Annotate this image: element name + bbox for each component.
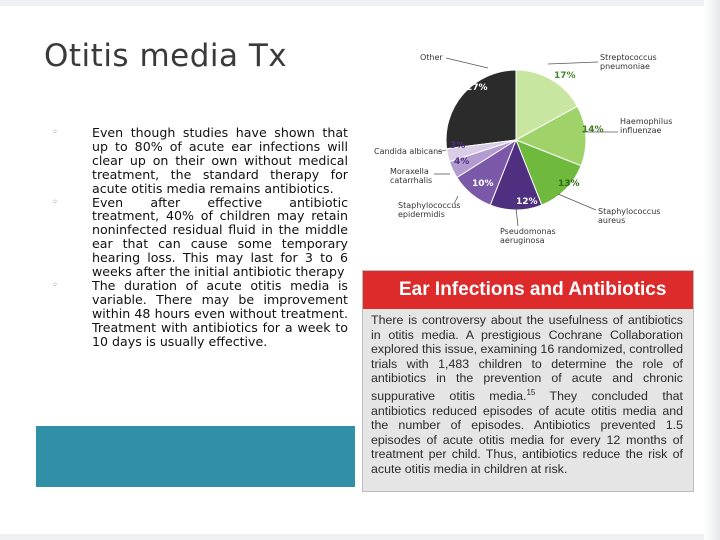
bullet-text: Even after effective antibiotic treatment, 40% of children may retain noninfected residual fluid in the middle ear that can cause some temporary hearing loss. This may last for 3 to 6 weeks after the initial antibiotic therapy: [92, 194, 348, 280]
label-staph-epi: Staphylococcus epidermidis: [398, 201, 461, 219]
pct-strep: 17%: [554, 71, 576, 81]
label-haemophilus: Haemophilus influenzae: [620, 117, 673, 135]
bullet-item: [52, 196, 348, 279]
bullet-item: [52, 126, 348, 196]
label-strep: Streptococcus pneumoniae: [600, 53, 657, 71]
label-pseudomonas: Pseudomonas aeruginosa: [500, 227, 556, 245]
card-reference: 15: [526, 387, 536, 397]
pct-other: 27%: [466, 83, 488, 93]
label-candida: Candida albicans: [374, 147, 443, 156]
pct-candida: 3%: [450, 141, 466, 151]
leader-line-pseudomonas: [516, 208, 518, 226]
card-body-text-cont: They concluded that antibiotics reduced episodes of acute otitis media and the number of episodes. Antibiotics prevented 1.5 episodes of acute otitis media for every 12 months of treatment per child. Thus, antibiotics reduce the risk of acute otitis media in children at risk.: [371, 389, 683, 477]
pie-slice-other: [446, 70, 516, 149]
bullet-marker-icon: ◦: [52, 279, 58, 291]
bullet-marker-icon: ◦: [52, 196, 58, 208]
pathogen-pie-figure: [368, 48, 686, 254]
leader-line-strep: [548, 62, 598, 64]
card-title: Ear Infections and Antibiotics: [363, 271, 693, 309]
label-staph-aureus: Staphylococcus aureus: [598, 207, 661, 225]
top-border: [0, 0, 720, 6]
bottom-border: [0, 534, 720, 540]
label-moraxella: Moraxella catarrhalis: [390, 167, 433, 185]
ear-infections-card: [362, 270, 694, 492]
pct-pseudomonas: 12%: [516, 197, 538, 207]
right-shadow: [704, 0, 720, 540]
bullet-marker-icon: ◦: [52, 127, 58, 138]
bullet-list: [52, 126, 348, 349]
pct-haemophilus: 14%: [582, 125, 604, 135]
pct-staph-aureus: 13%: [558, 179, 580, 189]
pie-chart: [368, 48, 686, 254]
bullet-text: Even though studies have shown that up to 80% of acute ear infections will clear up on their own without medical treatment, the standard therapy for acute otitis media remains antibiotics.: [92, 125, 348, 196]
pct-staph-epi: 4%: [454, 157, 470, 167]
bullet-text: The duration of acute otitis media is variable. There may be improvement within 48 hours even without treatment. Treatment with antibiotics for a week to 10 days is usually effective.: [92, 277, 348, 349]
bullet-item: [52, 279, 348, 349]
slide-title: Otitis media Tx: [44, 38, 288, 74]
pct-moraxella: 10%: [472, 179, 494, 189]
card-body: [363, 309, 693, 477]
leader-line-other: [446, 58, 488, 68]
accent-box: [36, 426, 355, 487]
leader-line-staph-aureus: [558, 194, 596, 210]
label-other: Other: [420, 53, 443, 62]
card-body-text: There is controversy about the usefulness of antibiotics in otitis media. A prestigious Cochrane Collaboration explored this issue, examining 16 randomized, controlled trials with 1,483 children to determine the role of antibiotics in the prevention of acute and chronic suppurative otitis media.: [371, 313, 684, 404]
